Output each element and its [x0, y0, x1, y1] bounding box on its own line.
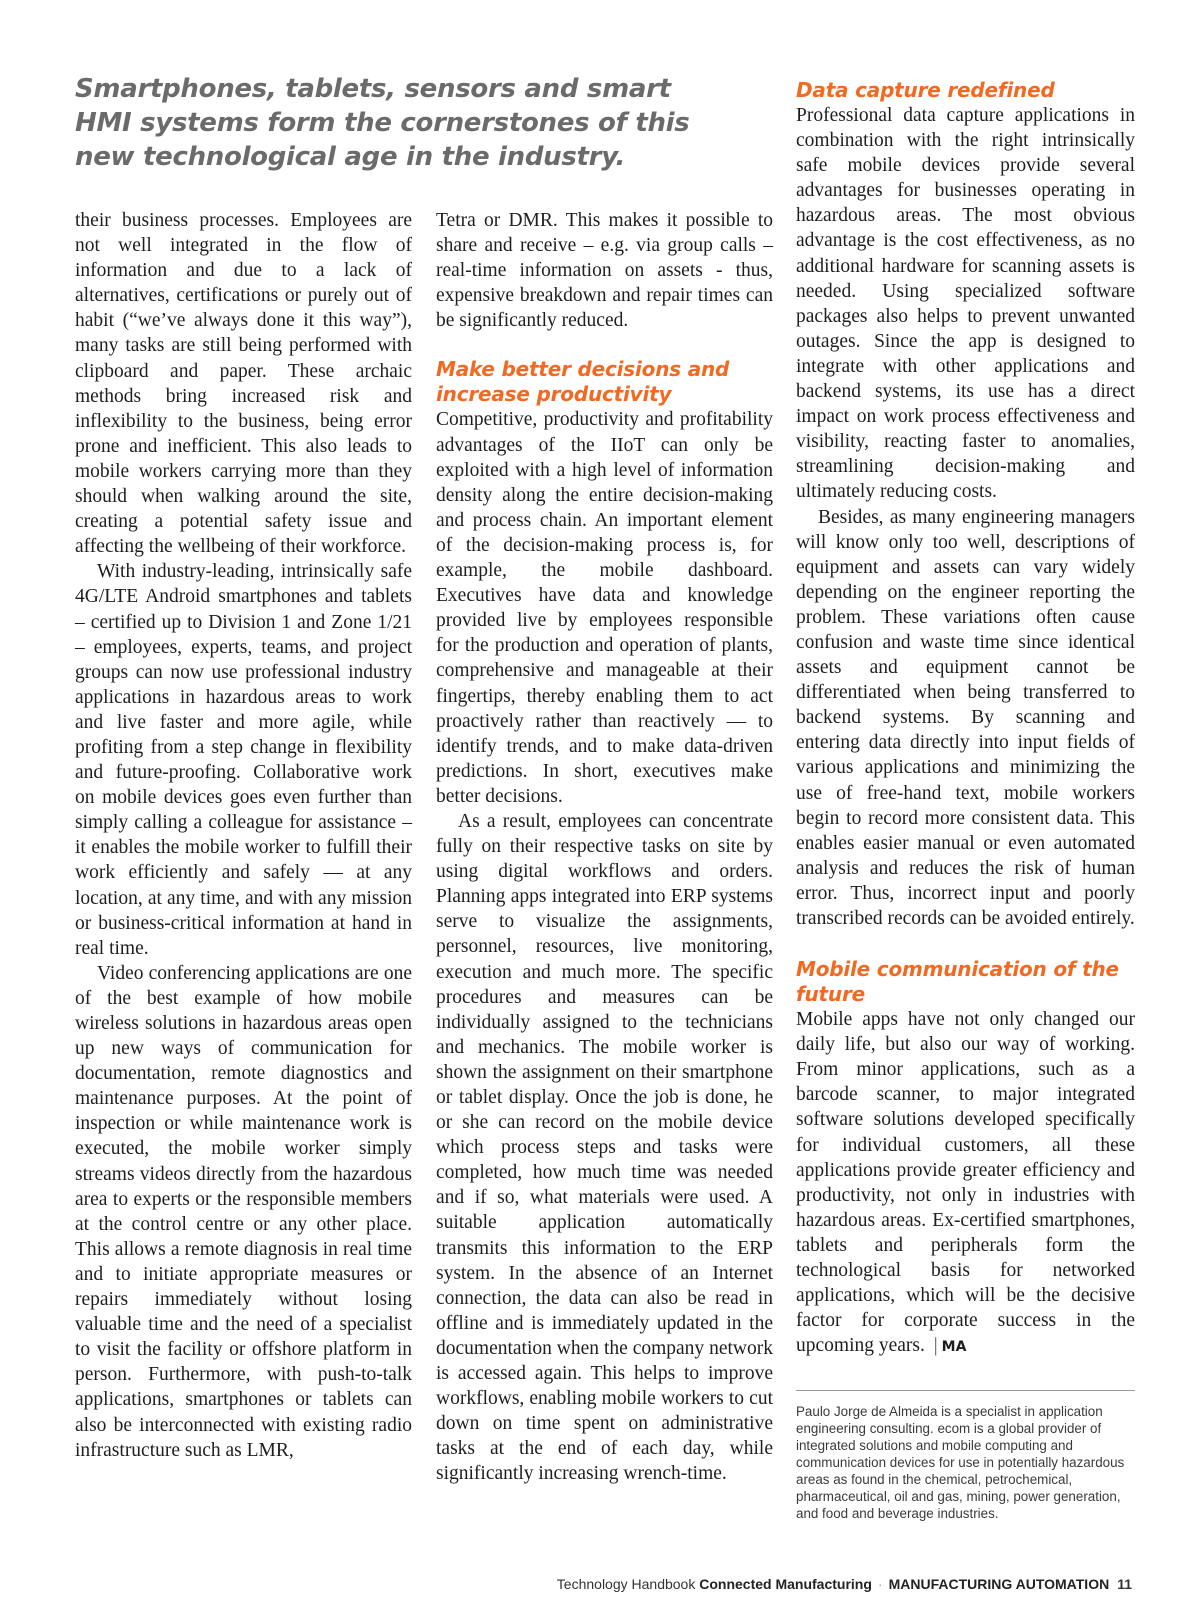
signature-separator: |	[933, 1335, 938, 1357]
body-paragraph: Tetra or DMR. This makes it possible to share and receive – e.g. via group calls – real-time information on assets - thus, expensive breakdown and repair times can be significantly reduced.	[436, 210, 773, 332]
author-bio: Paulo Jorge de Almeida is a specialist in application engineering consulting. ecom is a global provider of integrated solutions and mobile computing and communication devices for use in potentially hazardous areas as found in the chemical, petrochemical, pharmaceutical, oil and gas, mining, power generation, and food and beverage industries.	[796, 1404, 1125, 1521]
footer-dot: ·	[877, 1576, 883, 1592]
column-1	[75, 208, 412, 1463]
author-initials: MA	[941, 1339, 967, 1356]
footer-section: Connected Manufacturing	[699, 1576, 872, 1592]
body-paragraph: Besides, as many engineering managers will know only too well, descriptions of equipment and assets can vary widely depending on the engineer reporting the problem. These variations often cause confusion and waste time since identical assets and equipment cannot be differentiated when being transferred to backend systems. By scanning and entering data directly into input fields of various applications and minimizing the use of free-hand text, mobile workers begin to record more consistent data. This enables easier manual or even automated analysis and reduces the risk of human error. Thus, incorrect input and poorly transcribed records can be avoided entirely.	[796, 506, 1135, 929]
body-paragraph: As a result, employees can concentrate fully on their respective tasks on site by using digital workflows and orders. Planning apps integrated into ERP systems serve to visualize the assignments, personnel, resources, live monitoring, execution and much more. The specific procedures and measures can be individually assigned to the technicians and mechanics. The mobile worker is shown the assignment on their smartphone or tablet display. Once the job is done, he or she can record on the mobile device which process steps and tasks were completed, how much time was needed and if so, what materials were used. A suitable application automatically transmits this information to the ERP system. In the absence of an Internet connection, the data can also be read in offline and is immediately updated in the documentation when the company network is accessed again. This helps to improve workflows, enabling mobile workers to cut down on time spent on administrative tasks at the end of each day, while significantly increasing wrench-time.	[436, 810, 773, 1485]
footer-handbook: Technology Handbook	[556, 1576, 696, 1592]
pull-quote: Smartphones, tablets, sensors and smart HMI systems form the cornerstones of this new technological age in the industry.	[75, 74, 690, 172]
body-paragraph-final	[796, 1007, 1135, 1360]
page-number: 11	[1117, 1576, 1132, 1592]
body-paragraph: their business processes. Employees are not well integrated in the flow of information and due to a lack of alternatives, certifications or purely out of habit (“we’ve always done it this way”), many tasks are still being performed with clipboard and paper. These archaic methods bring increased risk and inflexibility to the business, being error prone and inefficient. This also leads to mobile workers carrying more than they should when walking around the site, creating a potential safety issue and affecting the wellbeing of their workforce.	[75, 210, 412, 558]
final-paragraph-text: Mobile apps have not only changed our daily life, but also our way of working. From minor applications, such as a barcode scanner, to major integrated software solutions developed specifically for individual customers, all these applications provide greater efficiency and productivity, not only in industries with hazardous areas. Ex-certified smartphones, tablets and peripherals form the technological basis for networked applications, which will be the decisive factor for corporate success in the upcoming years.	[796, 1009, 1135, 1357]
body-paragraph: With industry-leading, intrinsically safe 4G/LTE Android smartphones and tablets – certified up to Division 1 and Zone 1/21 – employees, experts, teams, and project groups can now use professional industry applications in hazardous areas to work and live faster and more agile, while profiting from a step change in flexibility and future-proofing. Collaborative work on mobile devices goes even further than simply calling a colleague for assistance – it enables the mobile worker to fulfill their work efficiently and safely — at any location, at any time, and with any mission or business-critical information at hand in real time.	[75, 561, 412, 959]
column-2	[436, 208, 773, 1487]
footer-publication: MANUFACTURING AUTOMATION	[888, 1576, 1110, 1592]
section-heading-data-capture: Data capture redefined	[796, 78, 1055, 102]
body-paragraph: Professional data capture applications in combination with the right intrinsically safe mobile devices provide several advantages for businesses operating in hazardous areas. The most obvious advantage is the cost effectiveness, as no additional hardware for scanning assets is needed. Using specialized software packages also helps to prevent unwanted outages. Since the app is designed to integrate with other applications and backend systems, its use has a direct impact on work process effectiveness and visibility, reacting faster to anomalies, streamlining decision-making and ultimately reducing costs.	[796, 105, 1135, 503]
page-footer	[557, 1576, 1132, 1592]
section-heading-decisions: Make better decisions and increase productivity	[436, 357, 730, 407]
section-heading-mobile-communication: Mobile communication of the future	[796, 957, 1119, 1007]
column-3	[796, 78, 1135, 1360]
body-paragraph: Competitive, productivity and profitability advantages of the IIoT can only be exploited with a high level of information density along the entire decision-making and process chain. An important element of the decision-making process is, for example, the mobile dashboard. Executives have data and knowledge provided live by employees responsible for the production and operation of plants, comprehensive and manageable at their fingertips, thereby enabling them to act proactively rather than reactively — to identify trends, and to make data-driven predictions. In short, executives make better decisions.	[436, 409, 773, 807]
bio-divider	[796, 1390, 1135, 1391]
body-paragraph: Video conferencing applications are one of the best example of how mobile wireless solutions in hazardous areas open up new ways of communication for documentation, remote diagnostics and maintenance purposes. At the point of inspection or while maintenance work is executed, the mobile worker simply streams videos directly from the hazardous area to experts or the responsible members at the control centre or any other place. This allows a remote diagnosis in real time and to initiate appropriate measures or repairs immediately without losing valuable time and the need of a specialist to visit the facility or offshore platform in person. Furthermore, with push-to-talk applications, smartphones or tablets can also be interconnected with existing radio infrastructure such as LMR,	[75, 962, 412, 1461]
